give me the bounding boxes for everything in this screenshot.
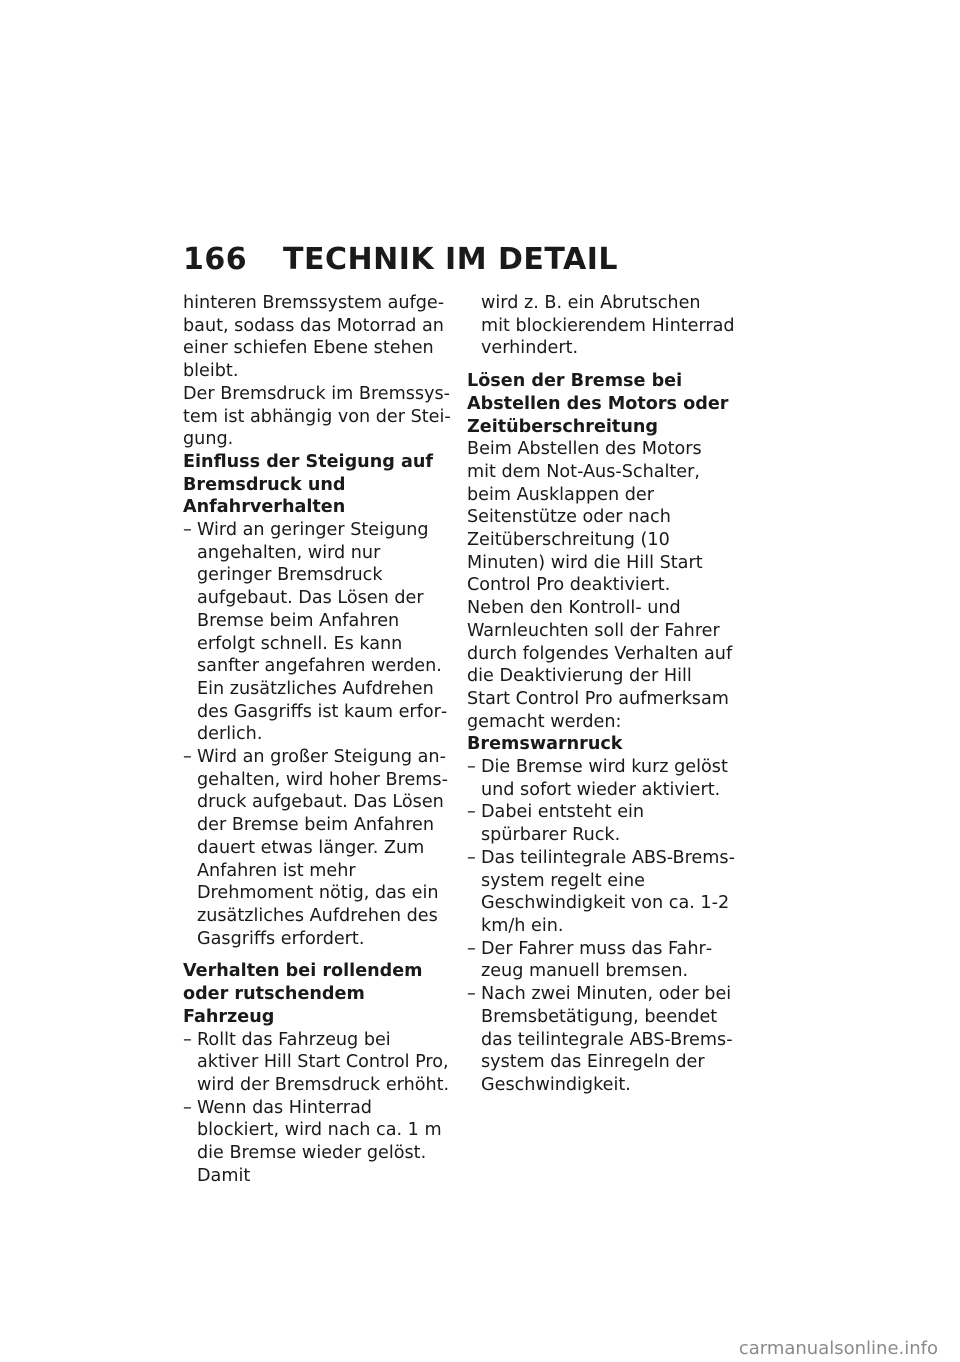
bullet-list [183,1029,451,1188]
left-column [183,292,451,1187]
list-item: – Das teilintegrale ABS-Bremssystem regelt eine Geschwindigkeit von ca. 1-2 km/h ein. [467,847,735,938]
list-item: – Wenn das Hinterrad blockiert, wird nach ca. 1 m die Bremse wieder gelöst. Damit [183,1097,451,1188]
list-item: – Wird an geringer Steigung angehalten, wird nur geringer Bremsdruck aufgebaut. Das Lösen der Bremse beim Anfahren erfolgt schnell. Es kann sanfter angefahren werden. Ein zusätzliches Aufdrehen des Gasgriffs ist kaum erforderlich. [183,519,451,746]
list-item: – Rollt das Fahrzeug bei aktiver Hill Start Control Pro, wird der Bremsdruck erhöht. [183,1029,451,1097]
list-item: – Die Bremse wird kurz gelöst und sofort wieder aktiviert. [467,756,735,801]
list-item: – Der Fahrer muss das Fahrzeug manuell bremsen. [467,938,735,983]
paragraph: Neben den Kontroll- und Warnleuchten soll der Fahrer durch folgendes Verhalten auf die Deaktivierung der Hill Start Control Pro aufmerksam gemacht werden: [467,598,733,732]
list-item: – Dabei entsteht ein spürbarer Ruck. [467,801,735,846]
watermark: carmanualsonline.info [738,1338,938,1359]
section-heading: Verhalten bei rollendem oder rutschendem Fahrzeug [183,961,423,1027]
section-heading: Lösen der Bremse bei Abstellen des Motors oder Zeitüberschreitung [467,371,729,437]
right-column [467,292,735,1097]
section-heading: Einfluss der Steigung auf Bremsdruck und Anfahrverhalten [183,451,433,518]
paragraph: Der Bremsdruck im Bremssystem ist abhängig von der Steigung. [183,383,451,450]
bullet-list [467,756,735,1097]
page-header [183,242,618,277]
list-item: – Wird an großer Steigung angehalten, wird hoher Bremsdruck aufgebaut. Das Lösen der Bremse beim Anfahren dauert etwas länger. Zum Anfahren ist mehr Drehmoment nötig, das ein zusätzliches Aufdrehen des Gasgriffs erfordert. [183,746,451,950]
paragraph: hinteren Bremssystem aufgebaut, sodass das Motorrad an einer schiefen Ebene stehen bleibt. [183,293,445,382]
bullet-list [183,519,451,950]
page-title: TECHNIK IM DETAIL [283,242,619,277]
paragraph: Beim Abstellen des Motors mit dem Not-Aus-Schalter, beim Ausklappen der Seitenstütze oder nach Zeitüberschreitung (10 Minuten) wird die Hill Start Control Pro deaktiviert. [467,439,703,596]
list-item-continuation: wird z. B. ein Abrutschen mit blockierendem Hinterrad verhindert. [481,293,735,359]
list-item: – Nach zwei Minuten, oder bei Bremsbetätigung, beendet das teilintegrale ABS-Bremssystem das Einregeln der Geschwindigkeit. [467,983,735,1097]
section-heading: Bremswarnruck [467,734,623,755]
page-number: 166 [183,242,248,277]
